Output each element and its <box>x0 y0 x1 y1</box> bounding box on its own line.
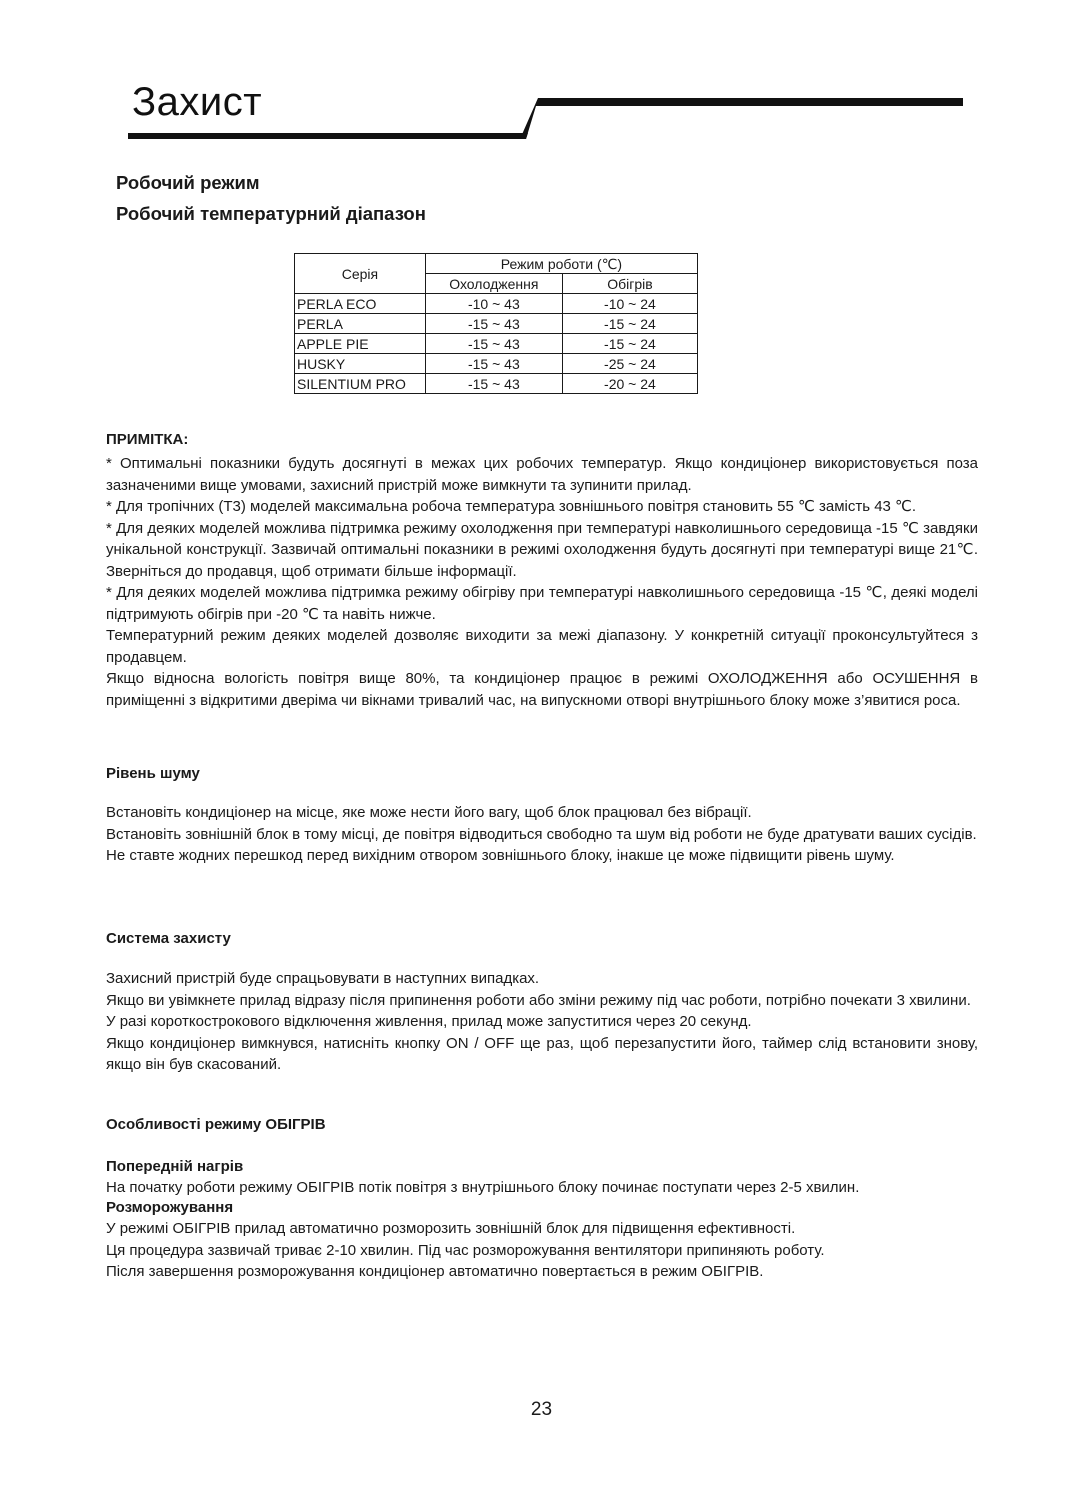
heating-cell: -20 ~ 24 <box>562 374 697 394</box>
cooling-cell: -15 ~ 43 <box>425 354 562 374</box>
defrost-body <box>106 1218 978 1283</box>
series-header: Серія <box>295 254 426 294</box>
temperature-range-heading: Робочий температурний діапазон <box>116 203 426 224</box>
preheat-text: На початку роботи режиму ОБІГРІВ потік повітря з внутрішнього блоку починає поступати через 2-5 хвилин. <box>106 1179 860 1196</box>
note-paragraph: Якщо відносна вологість повітря вище 80%, та кондиціонер працює в режимі ОХОЛОДЖЕННЯ або ОСУШЕННЯ в приміщенні з відкритими дверіма чи вікнами тривалий час, на випускноми отворі внутрішнього блоку може з’явитися роса. <box>106 670 978 709</box>
defrost-paragraph: Ця процедура зазвичай триває 2-10 хвилин. Під час розморожування вентилятори припиняють роботу. <box>106 1241 825 1259</box>
heating-cell: -15 ~ 24 <box>562 334 697 354</box>
note-paragraph: * Оптимальні показники будуть досягнуті в межах цих робочих температур. Якщо кондиціонер використовується поза зазначеними вище умовами, захисний пристрій може вимкнути та зупинити прилад. <box>106 455 978 494</box>
note-paragraph: Температурний режим деяких моделей дозволяє виходити за межі діапазону. У конкретній ситуації проконсультуйтеся з продавцем. <box>106 627 978 666</box>
protection-heading: Система захисту <box>106 930 231 947</box>
preheat-heading: Попередній нагрів <box>106 1158 244 1175</box>
mode-header: Режим роботи (℃) <box>425 254 697 274</box>
table-row <box>295 314 698 334</box>
noise-paragraph: Не ставте жодних перешкод перед вихідним отвором зовнішнього блоку, інакше це може підвищити рівень шуму. <box>106 847 895 864</box>
cooling-cell: -15 ~ 43 <box>425 334 562 354</box>
table-row <box>295 374 698 394</box>
cooling-cell: -15 ~ 43 <box>425 374 562 394</box>
protection-paragraph: Захисний пристрій буде спрацьовувати в наступних випадках. <box>106 970 540 987</box>
protection-body <box>106 968 978 1076</box>
note-heading: ПРИМІТКА: <box>106 431 189 448</box>
note-paragraph: * Для тропічних (T3) моделей максимальна робоча температура зовнішнього повітря становить 55 ℃ замість 43 ℃. <box>106 498 917 515</box>
defrost-paragraph: Після завершення розморожування кондиціонер автоматично повертається в режим ОБІГРІВ. <box>106 1263 764 1280</box>
cooling-header: Охолодження <box>425 274 562 294</box>
noise-heading: Рівень шуму <box>106 765 200 782</box>
noise-paragraph: Встановіть зовнішній блок в тому місці, де повітря відводиться свободно та шум від роботи не буде дратувати ваших сусідів. <box>106 825 977 843</box>
series-cell: APPLE PIE <box>295 334 426 354</box>
defrost-heading: Розморожування <box>106 1199 234 1216</box>
table-row <box>295 294 698 314</box>
preheat-body <box>106 1177 978 1199</box>
heating-cell: -10 ~ 24 <box>562 294 697 314</box>
defrost-paragraph: У режимі ОБІГРІВ прилад автоматично розморозить зовнішній блок для підвищення ефективності. <box>106 1220 796 1237</box>
protection-paragraph: Якщо кондиціонер вимкнувся, натисніть кнопку ON / OFF ще раз, щоб перезапустити його, таймер слід встановити знову, якщо він був скасований. <box>106 1034 978 1073</box>
cooling-cell: -15 ~ 43 <box>425 314 562 334</box>
note-paragraph: * Для деяких моделей можлива підтримка режиму обігріву при температурі навколишнього середовища -15 ℃, деякі моделі підтримують обігрів при -20 ℃ та навіть нижче. <box>106 584 978 623</box>
protection-paragraph: У разі короткострокового відключення живлення, прилад може запуститися через 20 секунд. <box>106 1013 752 1030</box>
series-cell: PERLA <box>295 314 426 334</box>
cooling-cell: -10 ~ 43 <box>425 294 562 314</box>
heating-header: Обігрів <box>562 274 697 294</box>
table-row <box>295 354 698 374</box>
note-paragraph: * Для деяких моделей можлива підтримка режиму охолодження при температурі навколишнього середовища -15 ℃ завдяки унікальной конструкції. Зазвичай оптимальні показники в режимі охолодження будуть досягнуті при температурі вище 21℃. Зверніться до продавця, щоб отримати більше інформації. <box>106 519 978 580</box>
series-cell: PERLA ECO <box>295 294 426 314</box>
table-row <box>295 334 698 354</box>
protection-paragraph: Якщо ви увімкнете прилад відразу після припинення роботи або зміни режиму під час роботи, потрібно почекати 3 хвилини. <box>106 991 971 1009</box>
noise-paragraph: Встановіть кондиціонер на місце, яке може нести його вагу, щоб блок працювал без вібрації. <box>106 804 752 821</box>
page-number: 23 <box>530 1399 553 1420</box>
noise-body <box>106 802 978 867</box>
operation-mode-heading: Робочий режим <box>116 172 260 193</box>
series-cell: SILENTIUM PRO <box>295 374 426 394</box>
temperature-range-table <box>294 253 698 394</box>
note-body <box>106 453 978 711</box>
heating-cell: -25 ~ 24 <box>562 354 697 374</box>
heating-cell: -15 ~ 24 <box>562 314 697 334</box>
heating-heading: Особливості режиму ОБІГРІВ <box>106 1116 326 1133</box>
page-title: Захист <box>132 80 263 124</box>
series-cell: HUSKY <box>295 354 426 374</box>
